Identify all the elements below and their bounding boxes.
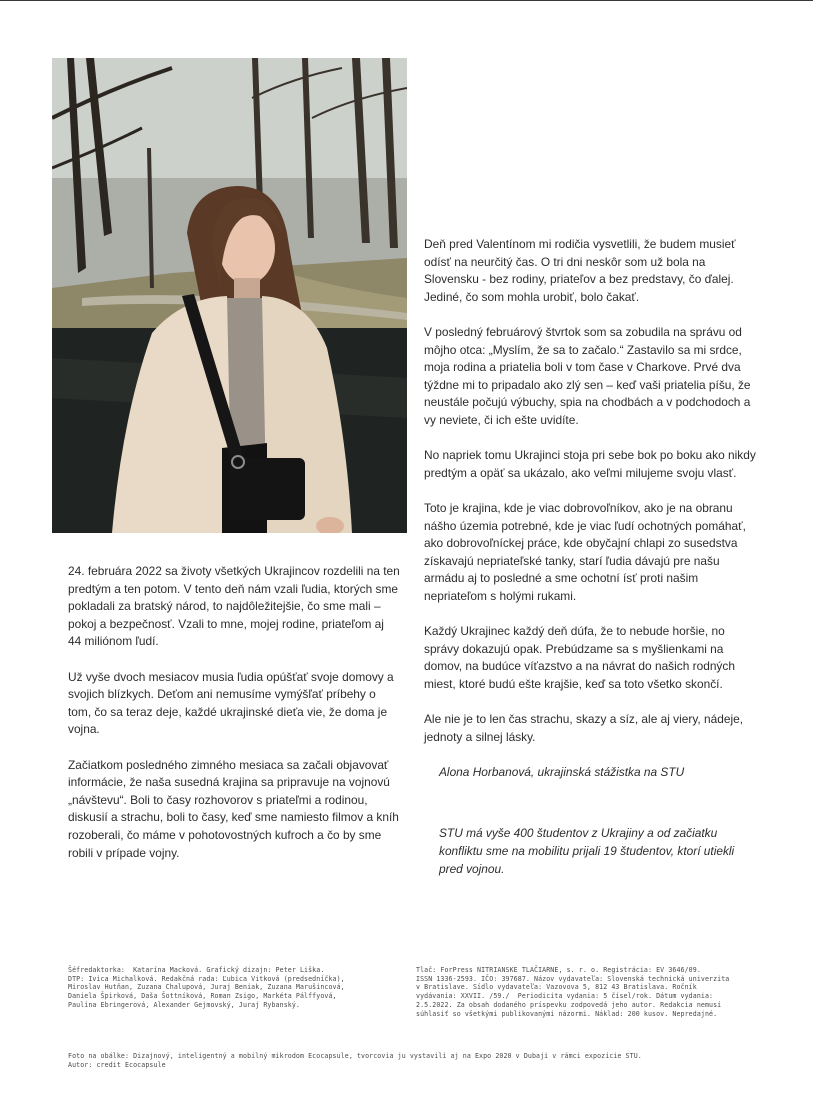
colophon-line: Autor: credit Ecocapsule <box>68 1060 166 1069</box>
colophon-line: Foto na obálke: Dizajnový, inteligentný a mobilný mikrodom Ecocapsule, tvorcovia ju vystavili aj na Expo 2020 v Dubaji v rámci expozície STU. <box>68 1052 642 1060</box>
colophon-line: Daniela Špirková, Daša Šottníková, Roman Zsigo, Markéta Pálffyová, <box>68 992 337 1001</box>
stu-note: STU má vyše 400 študentov z Ukrajiny a od začiatku konfliktu sme na mobilitu prijali 19 študentov, ktorí utiekli pred vojnou. <box>439 826 735 876</box>
article-right-column <box>424 236 760 896</box>
colophon-line: DTP: Ivica Michalková. Redakčná rada: Ľubica Vitková (predsedníčka), <box>68 974 345 983</box>
colophon-line: 2.5.2022. Za obsah dodaného príspevku zodpovedá jeho autor. Redakcia nemusí <box>416 1000 722 1009</box>
author-signature: Alona Horbanová, ukrajinská stážistka na STU <box>439 764 685 779</box>
top-rule <box>0 0 813 1</box>
paragraph: Ale nie je to len čas strachu, skazy a síz, ale aj viery, nádeje, jednoty a silnej lásky. <box>424 712 744 744</box>
portrait-photo-icon <box>52 58 407 533</box>
colophon-line: v Bratislave. Sídlo vydavateľa: Vazovova 5, 812 43 Bratislava. Ročník <box>416 983 697 992</box>
portrait-photo <box>52 58 407 533</box>
paragraph: No napriek tomu Ukrajinci stoja pri sebe bok po boku ako nikdy predtým a opäť sa ukázalo, ako veľmi milujeme svoju vlasť. <box>424 448 756 480</box>
colophon-publisher <box>416 966 746 1018</box>
paragraph: Každý Ukrajinec každý deň dúfa, že to nebude horšie, no správy dokazujú opak. Prebúdzame sa s myšlienkami na domov, na budúce víťazstvo a na návrat do našich rodných miest, ktoré budú ešte krajšie, keď sa toto všetko skončí. <box>424 624 735 691</box>
colophon-line: Miroslav Hutňan, Zuzana Chalupová, Juraj Beniak, Zuzana Marušincová, <box>68 983 345 992</box>
paragraph: Už vyše dvoch mesiacov musia ľudia opúšťať svoje domovy a svojich blízkych. Deťom ani nemusíme vymýšľať príbehy o tom, čo sa teraz deje, každé ukrajinské dieťa vie, že doma je vojna. <box>68 669 394 737</box>
paragraph: Toto je krajina, kde je viac dobrovoľníkov, ako je na obranu nášho územia potrebné, kde je viac ľudí ochotných pomáhať, ako dobrovoľníckej práce, kde obyčajní chlapi zo susedstva získavajú nepriateľské tanky, starí ľudia dávajú pre našu armádu aj to posledné a sme ochotní ísť proti našim nepriateľom s holými rukami. <box>424 500 746 603</box>
colophon-line: ISSN 1336-2593. IČO: 397687. Názov vydavateľa: Slovenská technická univerzita <box>416 974 730 983</box>
colophon-editorial <box>68 966 388 1010</box>
paragraph: V posledný februárový štvrtok som sa zobudila na správu od môjho otca: „Myslím, že sa to začalo.“ Zastavilo sa mi srdce, moja rodina a priatelia boli v tom čase v Charkove. Prvé dva týždne mi to pripadalo ako zlý sen – keď vaši priatelia píšu, že neustále počujú výbuchy, spia na chodbách a v podchodoch a vy neviete, či ich ešte uvidíte. <box>424 324 751 427</box>
article-left-column <box>68 563 400 880</box>
colophon-line: vydávania: XXVII. /59./ Periodicita vydania: 5 čísel/rok. Dátum vydania: <box>416 992 714 1001</box>
paragraph: 24. februára 2022 sa životy všetkých Ukrajincov rozdelili na ten predtým a ten potom. V tento deň nám vzali ľudia, ktorých sme pokladali za bratský národ, to najdôležitejšie, čo sme mali – pokoj a bezpečnosť. Vzali to mne, mojej rodine, priateľom aj 44 miliónom ľudí. <box>68 564 400 649</box>
colophon-line: Šéfredaktorka: Katarína Macková. Grafický dizajn: Peter Liška. <box>68 966 325 974</box>
paragraph: Deň pred Valentínom mi rodičia vysvetlili, že budem musieť odísť na neurčitý čas. O tri dni neskôr som už bola na Slovensku - bez rodiny, priateľov a bez predstavy, čo ďalej. Jediné, čo som mohla urobiť, bolo čakať. <box>424 237 736 304</box>
paragraph: Začiatkom posledného zimného mesiaca sa začali objavovať informácie, že naša susedná krajina sa pripravuje na vojnovú „návštevu“. Boli to časy rozhovorov s priateľmi a rodinou, diskusií a strachu, boli to časy, keď sme namiesto filmov a kníh rozoberali, čo máme v pohotovostných kufroch a čo by sme robili v prípade vojny. <box>68 757 399 860</box>
colophon-line: Tlač: ForPress NITRIANSKE TLAČIARNE, s. r. o. Registrácia: EV 3646/09. <box>416 966 701 974</box>
colophon-line: Paulína Ebringerová, Alexander Gejmovský, Juraj Rybanský. <box>68 1000 300 1009</box>
colophon-line: súhlasiť so všetkými publikovanými názormi. Náklad: 200 kusov. Nepredajné. <box>416 1009 718 1018</box>
cover-photo-credit <box>68 1052 642 1069</box>
